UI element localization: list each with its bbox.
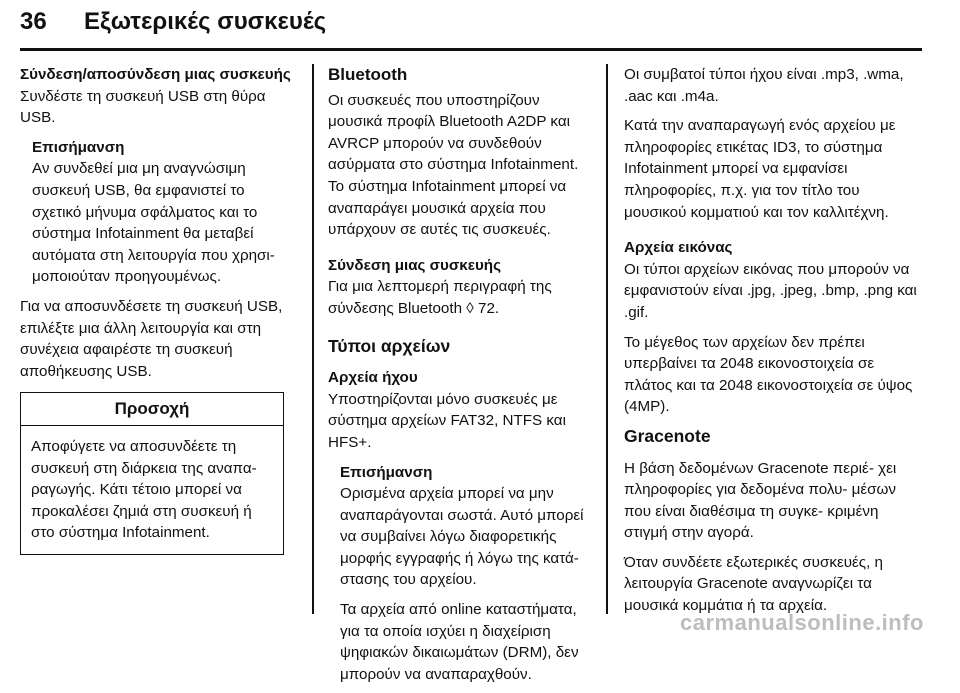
image-formats-text: Οι τύποι αρχείων εικόνας που μπορούν να εμφανιστούν είναι .jpg, .jpeg, .bmp, .png και .gif. [624,260,917,321]
caution-text: Αποφύγετε να αποσυνδέετε τη συσκευή στη διάρκεια της αναπα- ραγωγής. Κάτι τέτοιο μπορεί να προκαλέσει ζημιά στη συσκευή ή στο σύστημα Infotainment. [31,437,257,542]
note-text-2: Τα αρχεία από online καταστήματα, για τα οποία ισχύει η διαχείριση ψηφιακών δικαιωμάτων (DRM), δεν μπορούν να αναπαραχθούν. [340,601,579,683]
page-reference: 72. [478,299,500,317]
page-number: 36 [20,8,47,35]
id3-text: Κατά την αναπαραγωγή ενός αρχείου με πληροφορίες ετικέτας ID3, το σύστημα Infotainment μπορεί να εμφανίσει πληροφορίες, π.χ. για τον τίτλο του μουσικού κομματιού και τον καλλιτέχνη. [624,117,896,221]
image-size-text: Το μέγεθος των αρχείων δεν πρέπει υπερβαίνει τα 2048 εικονοστοιχεία σε πλάτος και τα 2048 εικονοστοιχεία σε ύψος (4MP). [624,333,913,416]
gracenote-heading: Gracenote [624,425,711,446]
bluetooth-playback-text: Το σύστημα Infotainment μπορεί να αναπαράγει μουσικά αρχεία που υπάρχουν σε αυτές τις συσκευές. [328,177,567,239]
caution-box [20,392,284,555]
gracenote-text-1: Η βάση δεδομένων Gracenote περιέ- χει πληροφορίες για δεδομένα πολυ- μέσων που είναι διαθέσιμα τη συγκε- κριμένη στιγμή στην αγορά. [624,459,897,542]
column-1 [20,64,298,555]
caution-title: Προσοχή [21,393,283,426]
bluetooth-heading: Bluetooth [328,65,408,84]
audio-files-heading: Αρχεία ήχου [328,369,418,387]
audio-filesystem-text: Υποστηρίζονται μόνο συσκευές με σύστημα αρχείων FAT32, NTFS και HFS+. [328,390,566,451]
connect-device-text: Για μια λεπτομερή περιγραφή της σύνδεσης Bluetooth ◊ 72. [328,278,552,317]
connect-device-heading: Σύνδεση μιας συσκευής [328,256,501,274]
file-types-heading: Τύποι αρχείων [328,335,451,356]
connect-disconnect-heading: Σύνδεση/αποσύνδεση μιας συσκευής [20,66,291,83]
note-title: Επισήμανση [340,463,433,481]
chapter-title: Εξωτερικές συσκευές [84,8,327,35]
usb-intro-text: Συνδέστε τη συσκευή USB στη θύρα USB. [20,87,266,127]
disconnect-text: Για να αποσυνδέσετε τη συσκευή USB, επιλέξτε μια άλλη λειτουργία και στη συνέχεια αφαιρέστε τη συσκευή αποθήκευσης USB. [20,297,283,380]
note-title: Επισήμανση [32,138,125,156]
watermark: carmanualsonline.info [680,610,924,635]
column-2 [328,64,598,693]
note-text-1: Ορισμένα αρχεία μπορεί να μην αναπαράγονται σωστά. Αυτό μπορεί να συμβαίνει λόγω διαφορετικής μορφής εγγραφής ή λόγω της κατά- στασης του αρχείου. [340,485,584,589]
column-3 [624,64,924,625]
header-rule [20,48,922,51]
column-divider [312,64,314,614]
gracenote-text-2: Όταν συνδέετε εξωτερικές συσκευές, η λειτουργία Gracenote αναγνωρίζει τα μουσικά κομμάτια ή τα αρχεία. [624,553,883,615]
column-divider [606,64,608,614]
arrow-ref-icon: ◊ [466,299,474,317]
image-files-heading: Αρχεία εικόνας [624,239,733,257]
note-text: Αν συνδεθεί μια μη αναγνώσιμη συσκευή USB, θα εμφανιστεί το σχετικό μήνυμα σφάλματος και το σύστημα Infotainment θα μεταβεί αυτόματα στη λειτουργία που χρησι- μοποιούταν προηγουμένως. [32,160,275,286]
audio-formats-text: Οι συμβατοί τύποι ήχου είναι .mp3, .wma, .aac και .m4a. [624,66,904,105]
bluetooth-text: Οι συσκευές που υποστηρίζουν μουσικά προφίλ Bluetooth A2DP και AVRCP μπορούν να συνδεθούν ασύρματα στο σύστημα Infotainment. [328,91,579,174]
page-header [20,8,940,52]
usb-note [32,137,298,288]
audio-note [340,462,598,686]
